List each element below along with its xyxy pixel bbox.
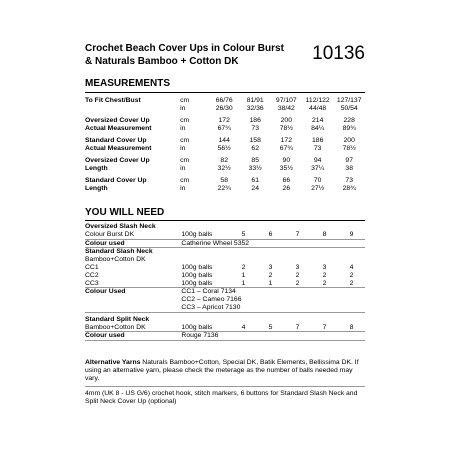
value-cell: 26: [282, 185, 291, 192]
value-cell: 2: [268, 271, 273, 279]
value-cell: 97/107: [275, 97, 297, 104]
measurement-row: [85, 185, 365, 193]
value-cell: 186: [249, 117, 261, 124]
alternative-yarns-label: Alternative Yarns: [85, 359, 141, 366]
value-cell: 84¼: [311, 125, 325, 132]
standard-slash-neck-heading: Standard Slash Neck: [85, 248, 153, 256]
value-cell: 1: [268, 279, 273, 287]
value-cell: 200: [280, 117, 292, 124]
unit-cell: cm: [180, 137, 190, 144]
row-label: Standard Cover Up: [85, 137, 147, 144]
pattern-title: Crochet Beach Cover Ups in Colour Burst & Naturals Bamboo + Cotton DK: [85, 43, 284, 67]
row-label: Length: [85, 165, 108, 172]
note-rule: [85, 386, 365, 387]
unit-cell: in: [180, 105, 186, 112]
yarn-name: Colour Burst DK: [85, 230, 135, 238]
value-cell: 38: [345, 165, 353, 172]
oversized-slash-neck-heading: Oversized Slash Neck: [85, 223, 156, 230]
measurement-row: [85, 125, 365, 133]
value-cell: 2: [322, 279, 327, 287]
colour-row: [85, 240, 365, 248]
colour-value: CC1 – Coral 7134: [181, 288, 236, 296]
measurement-row: [85, 137, 365, 145]
value-cell: 33½: [248, 165, 262, 172]
value-cell: 1: [241, 271, 246, 279]
value-cell: 82: [220, 157, 228, 164]
measurement-row: [85, 117, 365, 125]
measurements-rule: [85, 92, 365, 93]
value-cell: 7: [322, 323, 327, 331]
measurement-row: [85, 165, 365, 173]
value-cell: 58: [220, 177, 228, 184]
value-cell: 85: [251, 157, 259, 164]
value-cell: 73: [313, 145, 322, 152]
pattern-page: [85, 42, 365, 450]
measurement-row: [85, 105, 365, 113]
value-cell: 2: [241, 263, 246, 271]
value-cell: 3: [268, 263, 273, 271]
value-cell: 70: [313, 177, 322, 184]
value-cell: 81/91: [246, 97, 264, 104]
value-cell: 3: [322, 263, 327, 271]
you-will-need-heading: YOU WILL NEED: [85, 207, 165, 218]
value-cell: 62: [251, 145, 259, 152]
value-cell: 44/48: [309, 105, 327, 112]
row-label: Actual Measurement: [85, 145, 152, 152]
unit-cell: in: [180, 165, 186, 172]
value-cell: 7: [295, 230, 300, 238]
yarn-row: [85, 280, 365, 288]
value-cell: 61: [251, 177, 259, 184]
colour-value: CC3 – Apricot 7130: [181, 303, 241, 311]
value-cell: 35½: [279, 165, 293, 172]
row-label: Length: [85, 185, 108, 192]
hook-notions-note: 4mm (UK 8 - US G/6) crochet hook, stitch markers, 6 buttons for Standard Slash Neck and Split Neck Cover Up (optional): [85, 390, 358, 405]
value-cell: 6: [268, 230, 273, 238]
yarn-table: [85, 223, 365, 341]
measurements-heading: MEASUREMENTS: [85, 78, 171, 89]
alternative-yarns-note: [85, 359, 365, 383]
row-label: Oversized Cover Up: [85, 157, 150, 164]
value-cell: 9: [349, 230, 354, 238]
value-cell: 32/36: [246, 105, 264, 112]
yarn-name: Bamboo+Cotton DK: [85, 323, 146, 331]
unit-cell: 100g balls: [181, 271, 213, 279]
value-cell: 158: [249, 137, 261, 144]
colour-value: CC2 – Cameo 7166: [181, 296, 242, 304]
contrast-colour-label: CC3: [85, 279, 99, 287]
yarn-row: [85, 231, 365, 239]
row-label: Actual Measurement: [85, 125, 152, 132]
yarn-name: Bamboo+Cotton DK: [85, 256, 146, 264]
measurement-row: [85, 157, 365, 165]
unit-cell: 100g balls: [181, 263, 213, 271]
colour-value: Catherine Wheel 5352: [181, 239, 250, 247]
value-cell: 94: [313, 157, 322, 164]
value-cell: 24: [251, 185, 259, 192]
value-cell: 8: [322, 230, 327, 238]
colour-value: Rouge 7136: [181, 332, 219, 340]
yarn-row: [85, 272, 365, 280]
colour-row: [85, 296, 365, 304]
unit-cell: 100g balls: [181, 279, 213, 287]
value-cell: 2: [322, 271, 327, 279]
alternative-yarns-text: Naturals Bamboo+Cotton, Special DK, Batik Elements, Bellissima DK. If using an alternative yarn, please check the meterage as the number of balls needed may vary.: [85, 359, 359, 382]
contrast-colour-label: CC2: [85, 271, 99, 279]
measurement-row: [85, 177, 365, 185]
row-label: Oversized Cover Up: [85, 117, 150, 124]
value-cell: 2: [349, 279, 354, 287]
unit-cell: 100g balls: [181, 230, 213, 238]
value-cell: 200: [343, 137, 355, 144]
value-cell: 144: [218, 137, 230, 144]
value-cell: 66: [282, 177, 291, 184]
value-cell: 66/76: [215, 97, 233, 104]
value-cell: 172: [280, 137, 292, 144]
measurements-table: [85, 97, 365, 193]
row-label: To Fit Chest/Bust: [85, 97, 141, 104]
value-cell: 8: [349, 323, 354, 331]
value-cell: 73: [251, 125, 259, 132]
value-cell: 5: [241, 230, 246, 238]
measurement-row: [85, 145, 365, 153]
value-cell: 28¾: [342, 185, 356, 192]
unit-cell: cm: [180, 117, 190, 124]
standard-split-neck-heading: Standard Split Neck: [85, 315, 150, 323]
unit-cell: in: [180, 145, 186, 152]
value-cell: 67¾: [279, 145, 293, 152]
colour-label: Colour Used: [85, 288, 126, 296]
contrast-colour-label: CC1: [85, 263, 99, 271]
value-cell: 7: [295, 323, 300, 331]
colour-label: Colour used: [85, 239, 125, 247]
unit-cell: in: [180, 125, 186, 132]
value-cell: 56½: [217, 145, 231, 152]
row-label: Standard Cover Up: [85, 177, 147, 184]
value-cell: 3: [295, 263, 300, 271]
value-cell: 22¾: [217, 185, 231, 192]
value-cell: 2: [349, 271, 354, 279]
value-cell: 127/137: [336, 97, 362, 104]
value-cell: 90: [282, 157, 291, 164]
value-cell: 214: [312, 117, 324, 124]
unit-cell: cm: [180, 177, 190, 184]
value-cell: 2: [295, 271, 300, 279]
value-cell: 186: [312, 137, 324, 144]
value-cell: 172: [218, 117, 230, 124]
colour-row: [85, 332, 365, 340]
value-cell: 78½: [342, 145, 356, 152]
value-cell: 73: [345, 177, 353, 184]
pattern-number: 10136: [312, 43, 365, 64]
value-cell: 27½: [311, 185, 325, 192]
value-cell: 97: [345, 157, 353, 164]
value-cell: 5: [268, 323, 273, 331]
value-cell: 89¾: [342, 125, 356, 132]
value-cell: 112/122: [305, 97, 330, 104]
yarn-row: [85, 324, 365, 332]
value-cell: 26/30: [215, 105, 233, 112]
yarn-row: [85, 264, 365, 272]
row-label: [85, 105, 170, 113]
colour-label: Colour used: [85, 332, 125, 340]
value-cell: 32½: [217, 165, 231, 172]
value-cell: 38/42: [277, 105, 295, 112]
value-cell: 1: [241, 279, 246, 287]
you-will-need-rule: [85, 220, 365, 221]
value-cell: 4: [349, 263, 354, 271]
value-cell: 228: [343, 117, 355, 124]
value-cell: 50/54: [340, 105, 358, 112]
value-cell: 4: [241, 323, 246, 331]
value-cell: 2: [295, 279, 300, 287]
unit-cell: in: [180, 185, 186, 192]
colour-row: [85, 288, 365, 296]
unit-cell: cm: [180, 157, 190, 164]
unit-cell: 100g balls: [181, 323, 213, 331]
measurement-row: [85, 97, 365, 105]
unit-cell: cm: [180, 97, 190, 104]
value-cell: 67¾: [217, 125, 231, 132]
value-cell: 37¼: [311, 165, 325, 172]
colour-row: [85, 304, 365, 312]
value-cell: 78½: [279, 125, 293, 132]
